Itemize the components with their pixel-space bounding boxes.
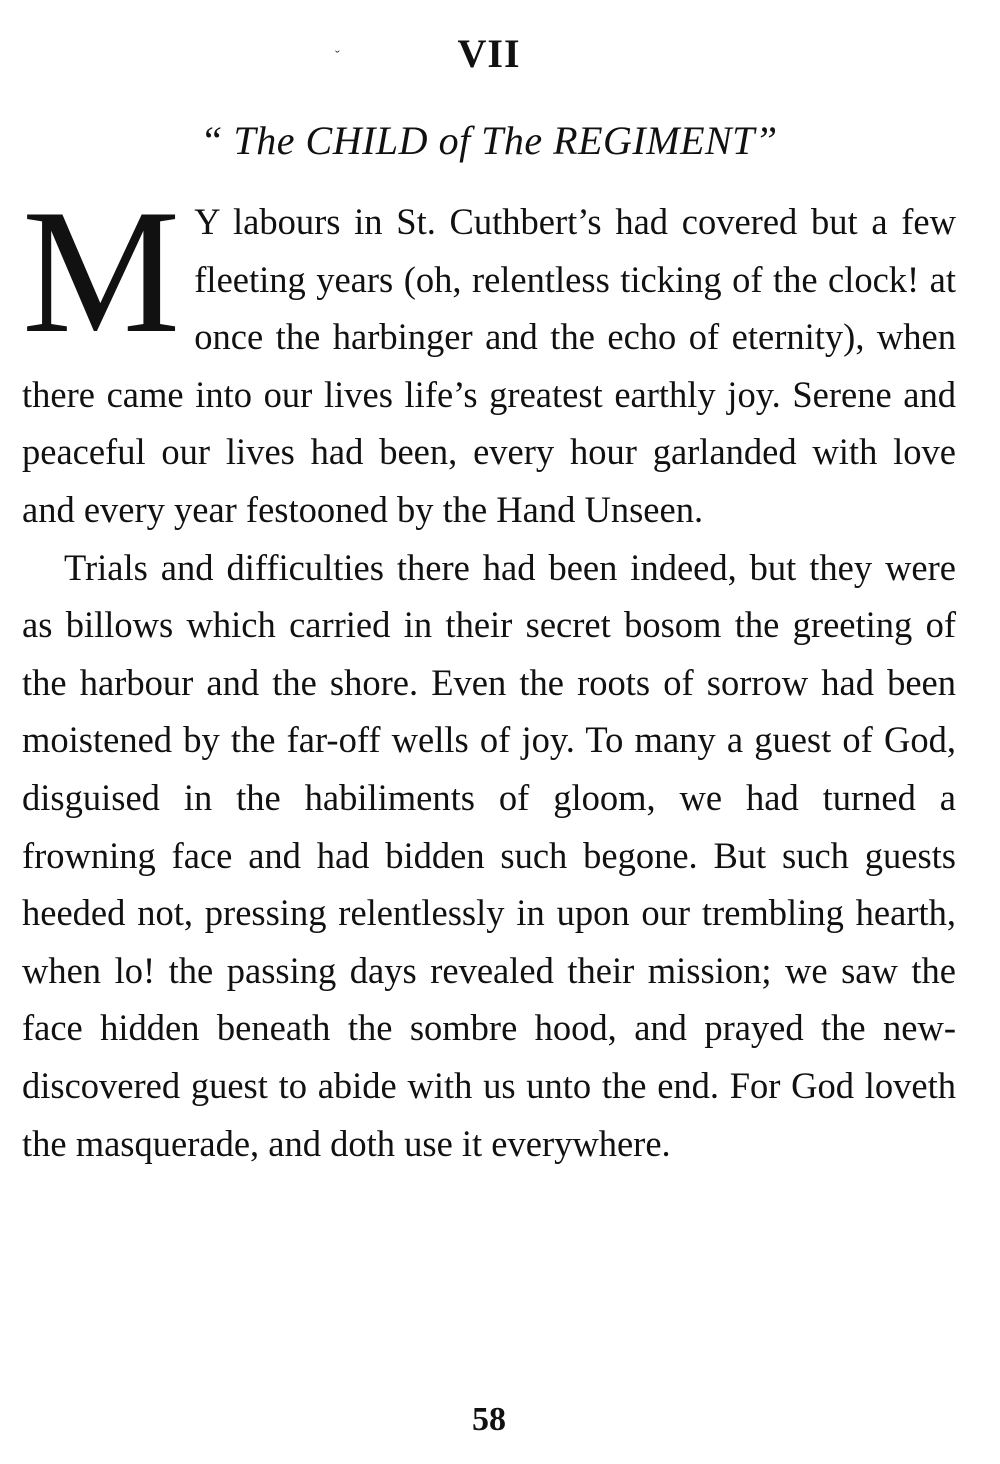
book-page <box>22 0 956 1464</box>
page-number: 58 <box>472 1401 506 1438</box>
chapter-number: VII <box>457 31 521 76</box>
chapter-body <box>22 172 956 1172</box>
paragraph-second: Trials and difficulties there had been indeed, but they were as billows which carried in their secret bosom the greeting of the harbour and the shore. Even the roots of sorrow had been moistened by the far-off wells of joy. To many a guest of God, disguised in the habiliments of gloom, we had turned a frowning face and had bidden such begone. But such guests heeded not, pressing relentlessly in upon our trembling hearth, when lo! the passing days revealed their mission; we saw the face hidden beneath the sombre hood, and prayed the new-discovered guest to abide with us unto the end. For God loveth the masquerade, and doth use it everywhere. <box>22 546 956 1164</box>
drop-cap: M <box>22 172 181 370</box>
paragraph-opening <box>22 172 956 539</box>
paragraph-opening-text: Y labours in St. Cuthbert’s had covered but a few fleeting years (oh, relentless ticking of the clock! at once the harbinger and the echo of eternity), when there came into our lives life’s greatest earthly joy. Serene and peaceful our lives had been, every hour garlanded with love and every year festooned by the Hand Unseen. <box>22 201 956 530</box>
chapter-title: “ The CHILD of The REGIMENT” <box>200 118 778 163</box>
stray-print-mark: ˇ <box>335 49 340 64</box>
